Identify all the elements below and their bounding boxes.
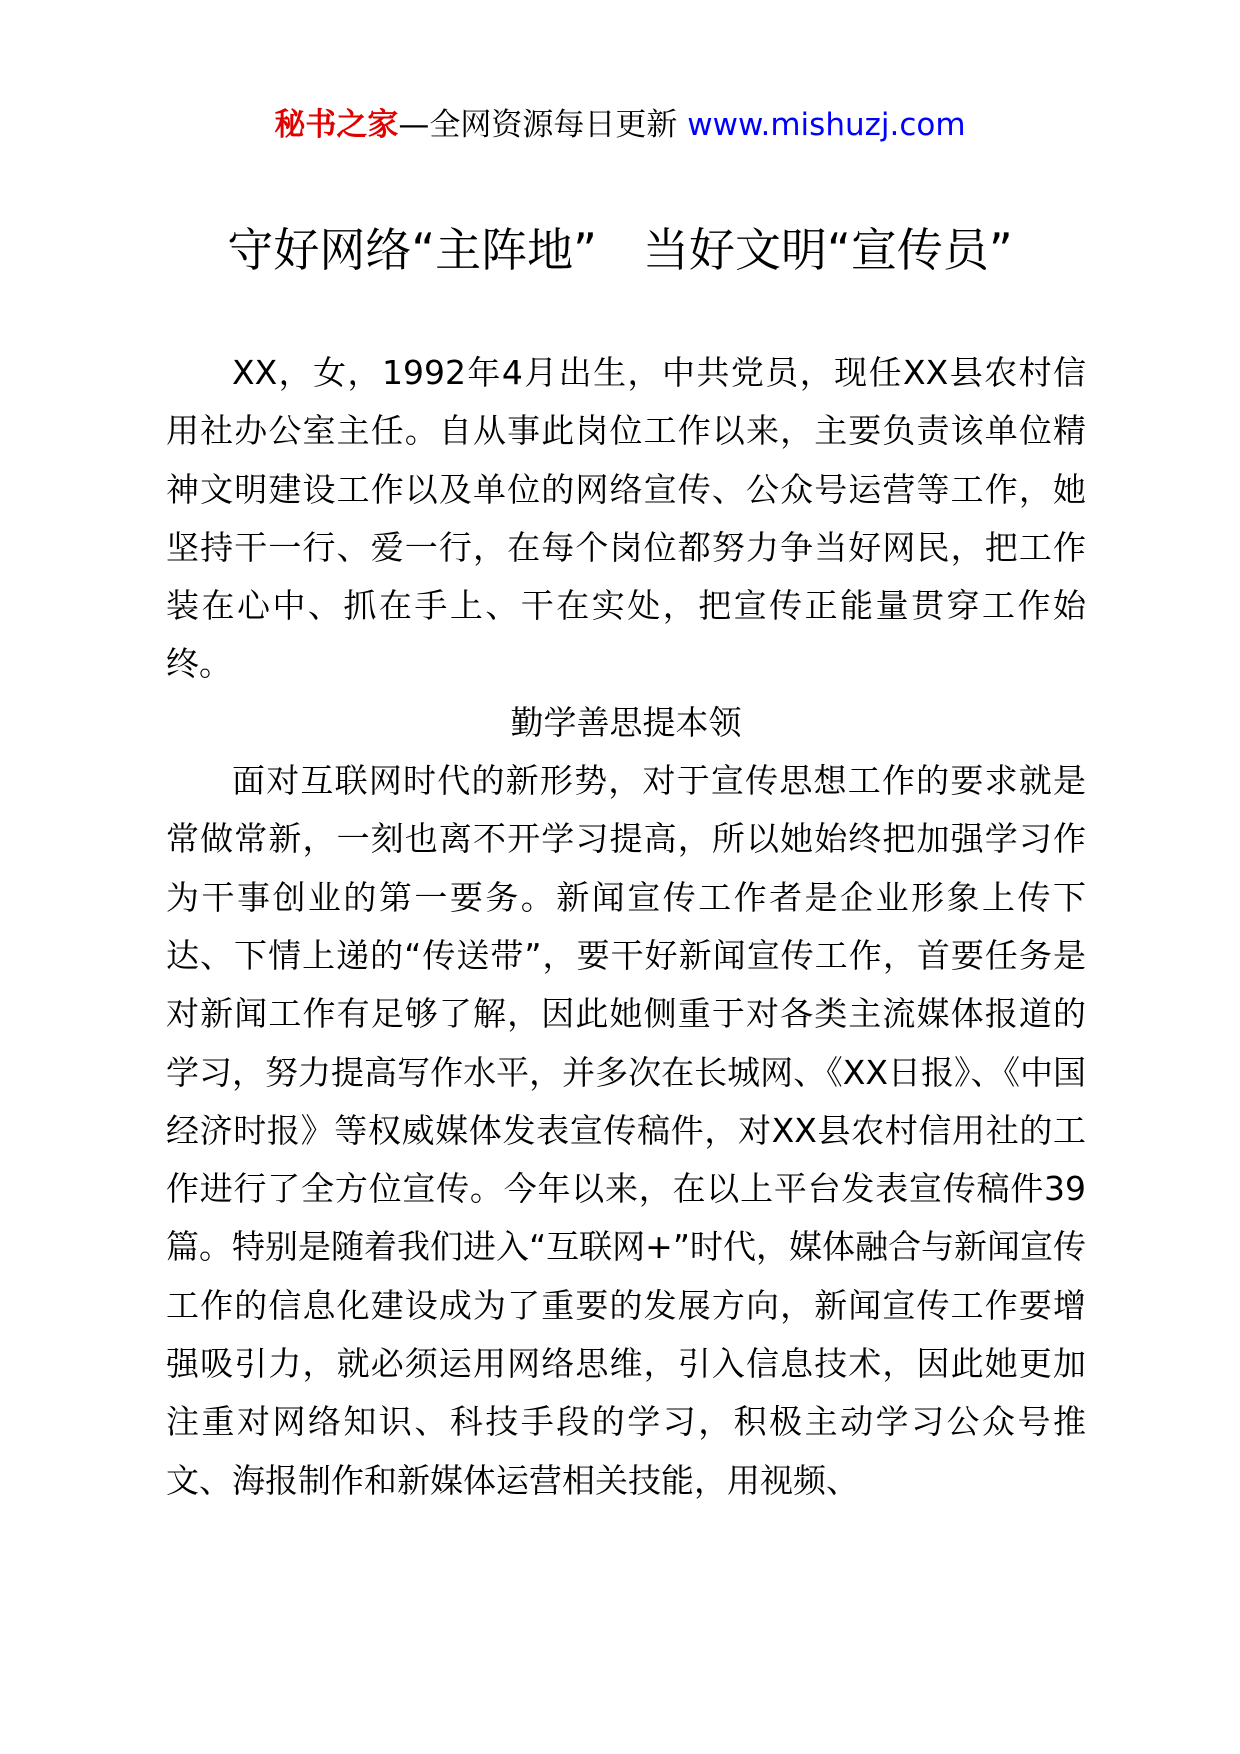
website-link[interactable]: www.mishuzj.com [687, 107, 966, 143]
page-header [0, 100, 1240, 150]
header-slogan: —全网资源每日更新 [398, 107, 688, 143]
section-heading: 勤学善思提本领 [510, 702, 742, 742]
body-paragraph: 面对互联网时代的新形势，对于宣传思想工作的要求就是常做常新，一刻也离不开学习提高，所以她始终把加强学习作为干事创业的第一要务。新闻宣传工作者是企业形象上传下达、下情上递的“传送带”，要干好新闻宣传工作，首要任务是对新闻工作有足够了解，因此她侧重于对各类主流媒体报道的学习，努力提高写作水平，并多次在长城网、《XX日报》、《中国经济时报》等权威媒体发表宣传稿件，对XX县农村信用社的工作进行了全方位宣传。今年以来，在以上平台发表宣传稿件39篇。特别是随着我们进入“互联网+”时代，媒体融合与新闻宣传工作的信息化建设成为了重要的发展方向，新闻宣传工作要增强吸引力，就必须运用网络思维，引入信息技术，因此她更加注重对网络知识、科技手段的学习，积极主动学习公众号推文、海报制作和新媒体运营相关技能，用视频、 [166, 761, 1086, 1500]
title-part-2: 当好文明“宣传员” [643, 223, 1013, 277]
document-title [0, 220, 1240, 280]
title-part-1: 守好网络“主阵地” [227, 223, 597, 277]
document-body [166, 344, 1086, 1510]
brand-name: 秘书之家 [274, 107, 399, 143]
body-paragraph: XX，女，1992年4月出生，中共党员，现任XX县农村信用社办公室主任。自从事此岗位工作以来，主要负责该单位精神文明建设工作以及单位的网络宣传、公众号运营等工作，她坚持干一行、爱一行，在每个岗位都努力争当好网民，把工作装在心中、抓在手上、干在实处，把宣传正能量贯穿工作始终。 [166, 353, 1086, 684]
